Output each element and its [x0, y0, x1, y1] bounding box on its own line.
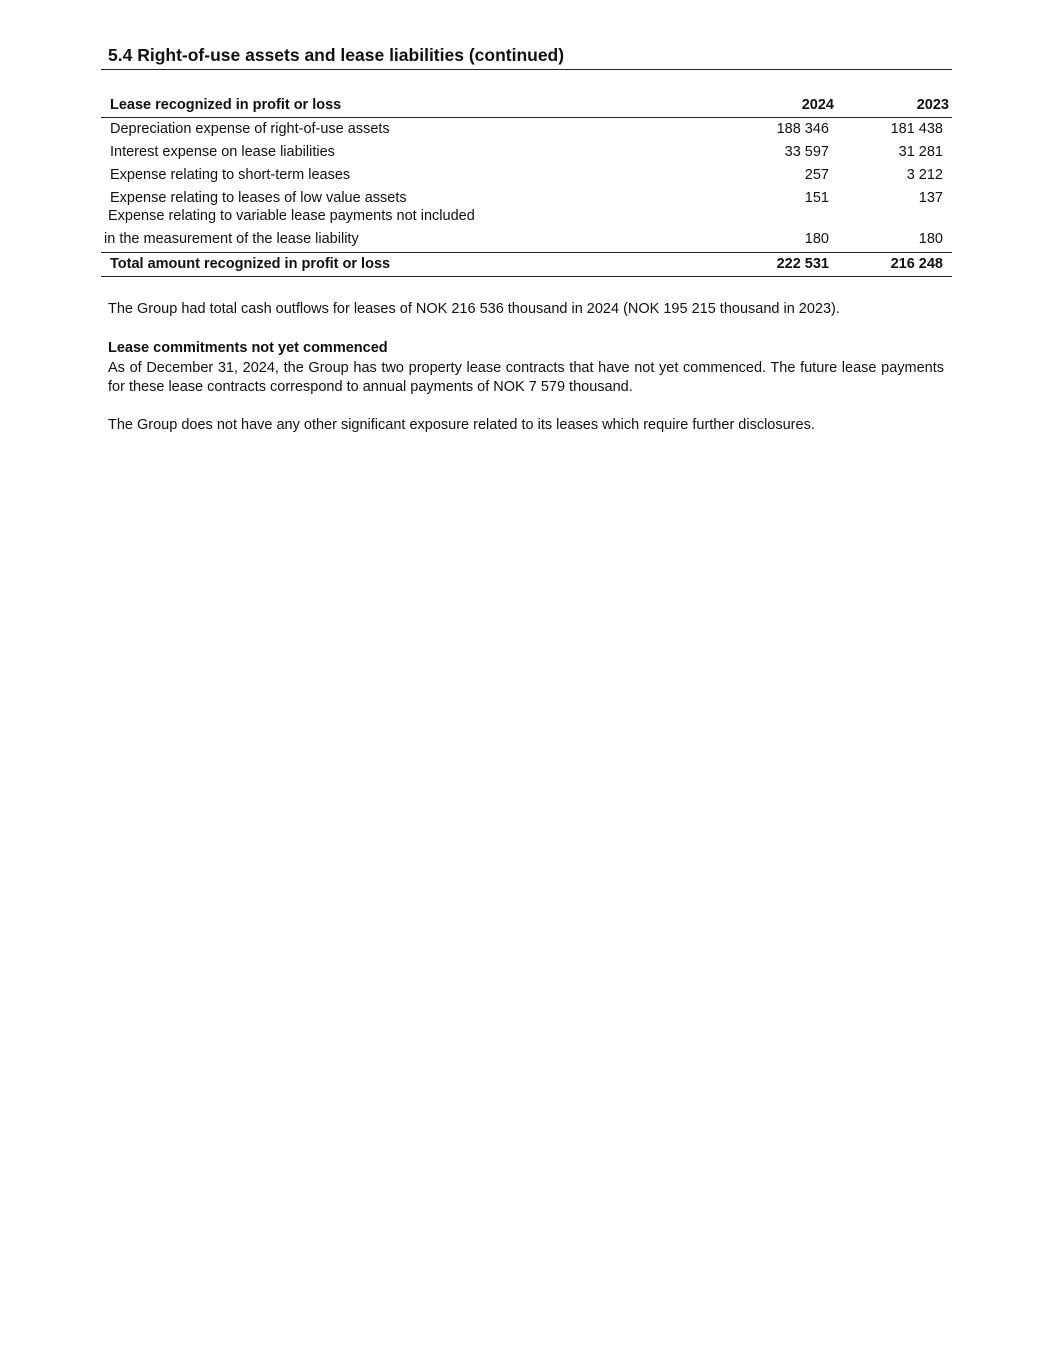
- table-row: [101, 141, 952, 164]
- lease-commitments-heading: Lease commitments not yet commenced: [108, 340, 388, 356]
- cash-outflows-paragraph: The Group had total cash outflows for leases of NOK 216 536 thousand in 2024 (NOK 195 215 thousand in 2023).: [108, 301, 840, 317]
- column-header-2023: 2023: [916, 97, 949, 113]
- row-label: Interest expense on lease liabilities: [110, 144, 335, 160]
- column-header-2024: 2024: [801, 97, 834, 113]
- section-title: 5.4 Right-of-use assets and lease liabilities (continued): [108, 45, 565, 65]
- table-row: [101, 187, 952, 210]
- value-2023: 181 438: [890, 121, 943, 137]
- row-label: Expense relating to leases of low value assets: [110, 190, 407, 206]
- value-2023: 137: [918, 190, 943, 206]
- value-2024: 188 346: [776, 121, 829, 137]
- other-exposure-paragraph: The Group does not have any other significant exposure related to its leases which require further disclosures.: [108, 417, 815, 433]
- row-label-line1: Expense relating to variable lease payments not included: [108, 208, 475, 224]
- table-total-row: [101, 252, 952, 277]
- lease-commitments-section: [108, 339, 944, 398]
- table-row: [101, 118, 952, 141]
- lease-commitments-body: As of December 31, 2024, the Group has two property lease contracts that have not yet commenced. The future lease payments for these lease contracts correspond to annual payments of NOK 7 579 thousand.: [108, 359, 944, 395]
- table-header-label: Lease recognized in profit or loss: [110, 97, 342, 113]
- row-label: Expense relating to short-term leases: [110, 167, 351, 183]
- value-2024: 180: [804, 231, 829, 247]
- row-label-line2: in the measurement of the lease liability: [104, 231, 359, 247]
- value-2023: 3 212: [906, 167, 943, 183]
- total-2024: 222 531: [776, 256, 829, 272]
- total-label: Total amount recognized in profit or loss: [110, 256, 391, 272]
- value-2023: 180: [918, 231, 943, 247]
- value-2024: 33 597: [784, 144, 829, 160]
- table-row: [101, 164, 952, 187]
- total-2023: 216 248: [890, 256, 943, 272]
- title-divider: [101, 69, 952, 70]
- lease-profit-loss-table: [101, 94, 952, 277]
- row-label: Depreciation expense of right-of-use assets: [110, 121, 390, 137]
- table-row: [101, 210, 952, 252]
- table-header-row: [101, 94, 952, 118]
- value-2024: 257: [804, 167, 829, 183]
- value-2024: 151: [804, 190, 829, 206]
- value-2023: 31 281: [898, 144, 943, 160]
